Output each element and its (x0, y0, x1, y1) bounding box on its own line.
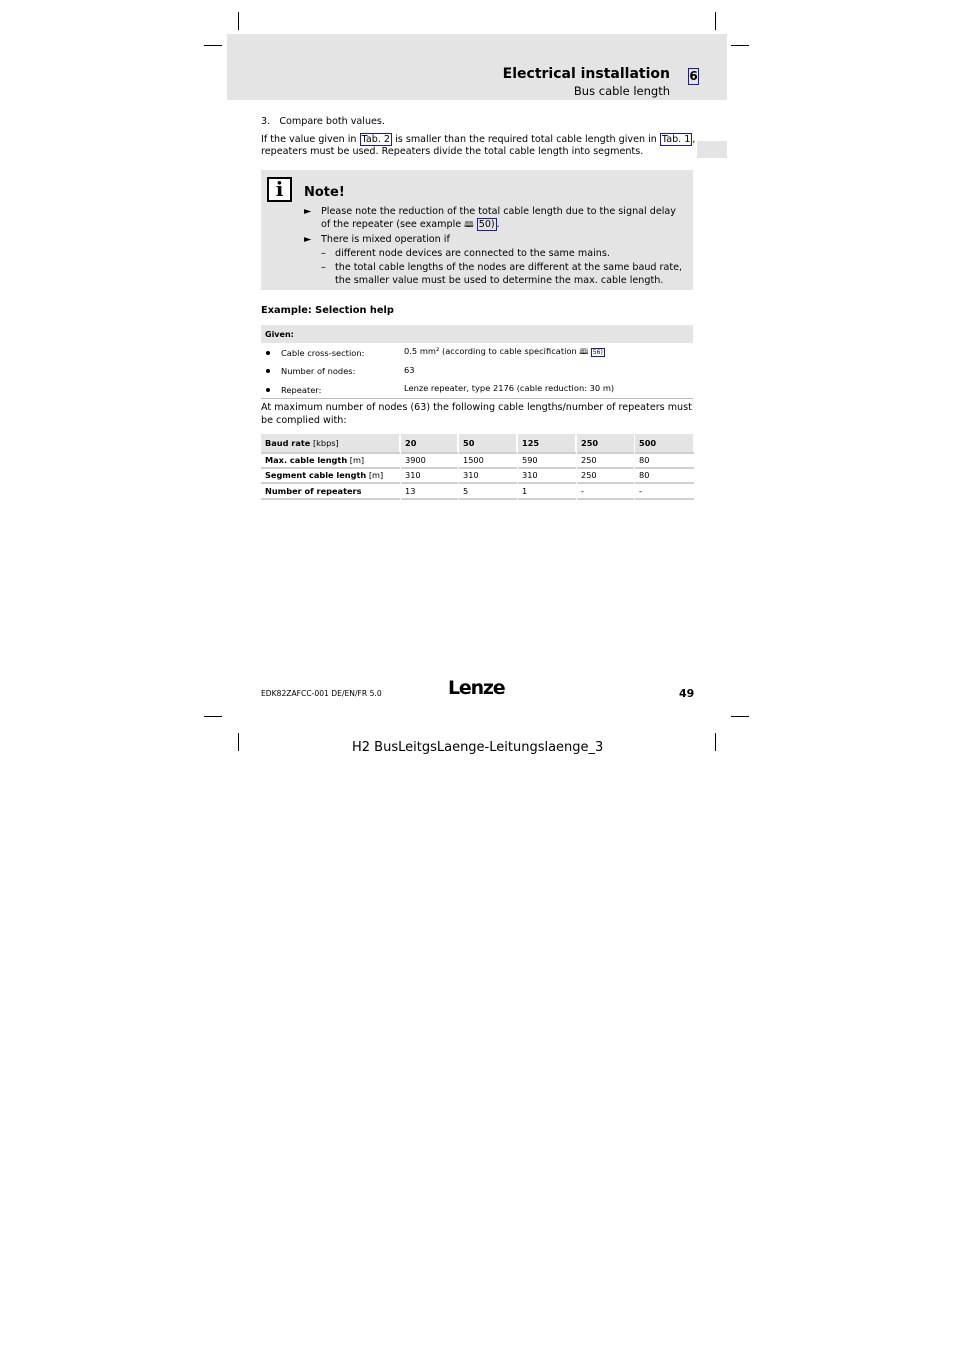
summary-line-1: At maximum number of nodes (63) the following cable lengths/number of repeaters must (261, 402, 692, 413)
note-dash-2-line-1: the total cable lengths of the nodes are different at the same baud rate, (335, 262, 683, 273)
table-cell: 590 (522, 455, 538, 465)
book-icon: 🕮 (464, 220, 474, 229)
table-header-label (261, 434, 399, 453)
paragraph-line-2: repeaters must be used. Repeaters divide the total cable length into segments. (261, 146, 644, 157)
table-cell: 310 (522, 470, 538, 480)
table-row-unit: [m] (366, 470, 384, 480)
section-title: Bus cable length (573, 84, 670, 98)
table-row-label-text: Number of repeaters (265, 486, 362, 496)
arrow-bullet-icon: ► (304, 206, 312, 217)
given-band (261, 325, 693, 343)
note-text: . (496, 219, 500, 230)
column-separator (458, 434, 459, 500)
example-heading: Example: Selection help (261, 305, 394, 316)
given-row-value: Lenze repeater, type 2176 (cable reduction: 30 m) (404, 383, 615, 393)
table-cell: 80 (639, 455, 650, 465)
table-cell: 3900 (405, 455, 426, 465)
table-header-cell: 20 (401, 434, 457, 453)
crop-mark (238, 12, 239, 30)
table-header-text: Baud rate (265, 438, 311, 448)
table-row-label (261, 484, 399, 498)
step-text: Compare both values. (279, 116, 385, 127)
table-cell: - (639, 486, 642, 496)
crop-mark (715, 733, 716, 751)
given-row-label: Repeater: (281, 385, 322, 395)
page-number: 49 (679, 687, 695, 700)
summary-line-2: be complied with: (261, 415, 347, 426)
step-number: 3. (261, 116, 271, 127)
table-cell: 5 (463, 486, 469, 496)
column-separator (576, 434, 577, 500)
note-item-1-line-2 (321, 218, 500, 231)
page-link-50[interactable]: 50) (478, 219, 495, 230)
chapter-number-link[interactable]: 6 (689, 69, 698, 83)
table-cell: 310 (405, 470, 421, 480)
table-cell: - (581, 486, 584, 496)
book-icon: 🕮 (579, 347, 589, 356)
crop-mark (731, 45, 749, 46)
given-value-text: 0.5 mm² (according to cable specification (404, 346, 577, 356)
paragraph-line-1 (261, 134, 695, 146)
table-row-label-text: Segment cable length (265, 470, 367, 480)
note-item-2: There is mixed operation if (321, 234, 450, 245)
paragraph-text: If the value given in (261, 134, 357, 145)
note-dash-1: different node devices are connected to the same mains. (335, 248, 610, 259)
table-cell: 80 (639, 470, 650, 480)
tab2-link[interactable]: Tab. 2 (361, 134, 391, 145)
given-row-label: Number of nodes: (281, 366, 356, 376)
table-header-unit: [kbps] (310, 438, 339, 448)
chapter-title: Electrical installation (502, 66, 670, 82)
paragraph-text: , (692, 134, 696, 145)
note-text: of the repeater (see example (321, 219, 462, 230)
table-cell: 250 (581, 470, 597, 480)
chapter-side-tab (697, 141, 727, 158)
table-header-cell: 125 (518, 434, 575, 453)
table-cell: 250 (581, 455, 597, 465)
crop-mark (731, 716, 749, 717)
page-link-56[interactable]: 56) (592, 349, 603, 356)
bullet (266, 388, 270, 392)
table-header-cell: 250 (577, 434, 634, 453)
bullet (266, 351, 270, 355)
lenze-logo: Lenze (448, 677, 505, 699)
dash-bullet: – (321, 248, 326, 259)
table-header-cell: 500 (635, 434, 693, 453)
tab1-link[interactable]: Tab. 1 (661, 134, 691, 145)
dash-bullet: – (321, 262, 326, 273)
crop-mark (204, 716, 222, 717)
table-row-label-text: Max. cable length (265, 455, 348, 465)
crop-mark (204, 45, 222, 46)
bullet (266, 369, 270, 373)
info-icon: i (267, 177, 292, 202)
column-separator (517, 434, 518, 500)
given-row-label: Cable cross-section: (281, 348, 365, 358)
arrow-bullet-icon: ► (304, 234, 312, 245)
note-dash-2-line-2: the smaller value must be used to determine the max. cable length. (335, 275, 664, 286)
note-title: Note! (304, 185, 345, 200)
given-row-value (404, 346, 605, 359)
table-cell: 1 (522, 486, 528, 496)
slug-label: H2 BusLeitgsLaenge-Leitungslaenge_3 (352, 740, 604, 755)
divider (261, 398, 693, 399)
table-rule (261, 498, 694, 500)
column-separator (634, 434, 635, 500)
table-cell: 13 (405, 486, 416, 496)
table-cell: 310 (463, 470, 479, 480)
table-row-unit: [m] (347, 455, 365, 465)
table-header-cell: 50 (459, 434, 516, 453)
column-separator (400, 434, 401, 500)
step-item (261, 116, 385, 128)
given-row-value: 63 (404, 365, 415, 375)
given-label: Given: (265, 330, 294, 339)
paragraph-text: is smaller than the required total cable length given in (395, 134, 657, 145)
note-item-1-line-1: Please note the reduction of the total cable length due to the signal delay (321, 206, 676, 217)
crop-mark (238, 733, 239, 751)
crop-mark (715, 12, 716, 30)
table-row-label (261, 453, 399, 467)
table-row-label (261, 468, 399, 482)
document-code: EDK82ZAFCC-001 DE/EN/FR 5.0 (261, 689, 382, 698)
table-cell: 1500 (463, 455, 484, 465)
